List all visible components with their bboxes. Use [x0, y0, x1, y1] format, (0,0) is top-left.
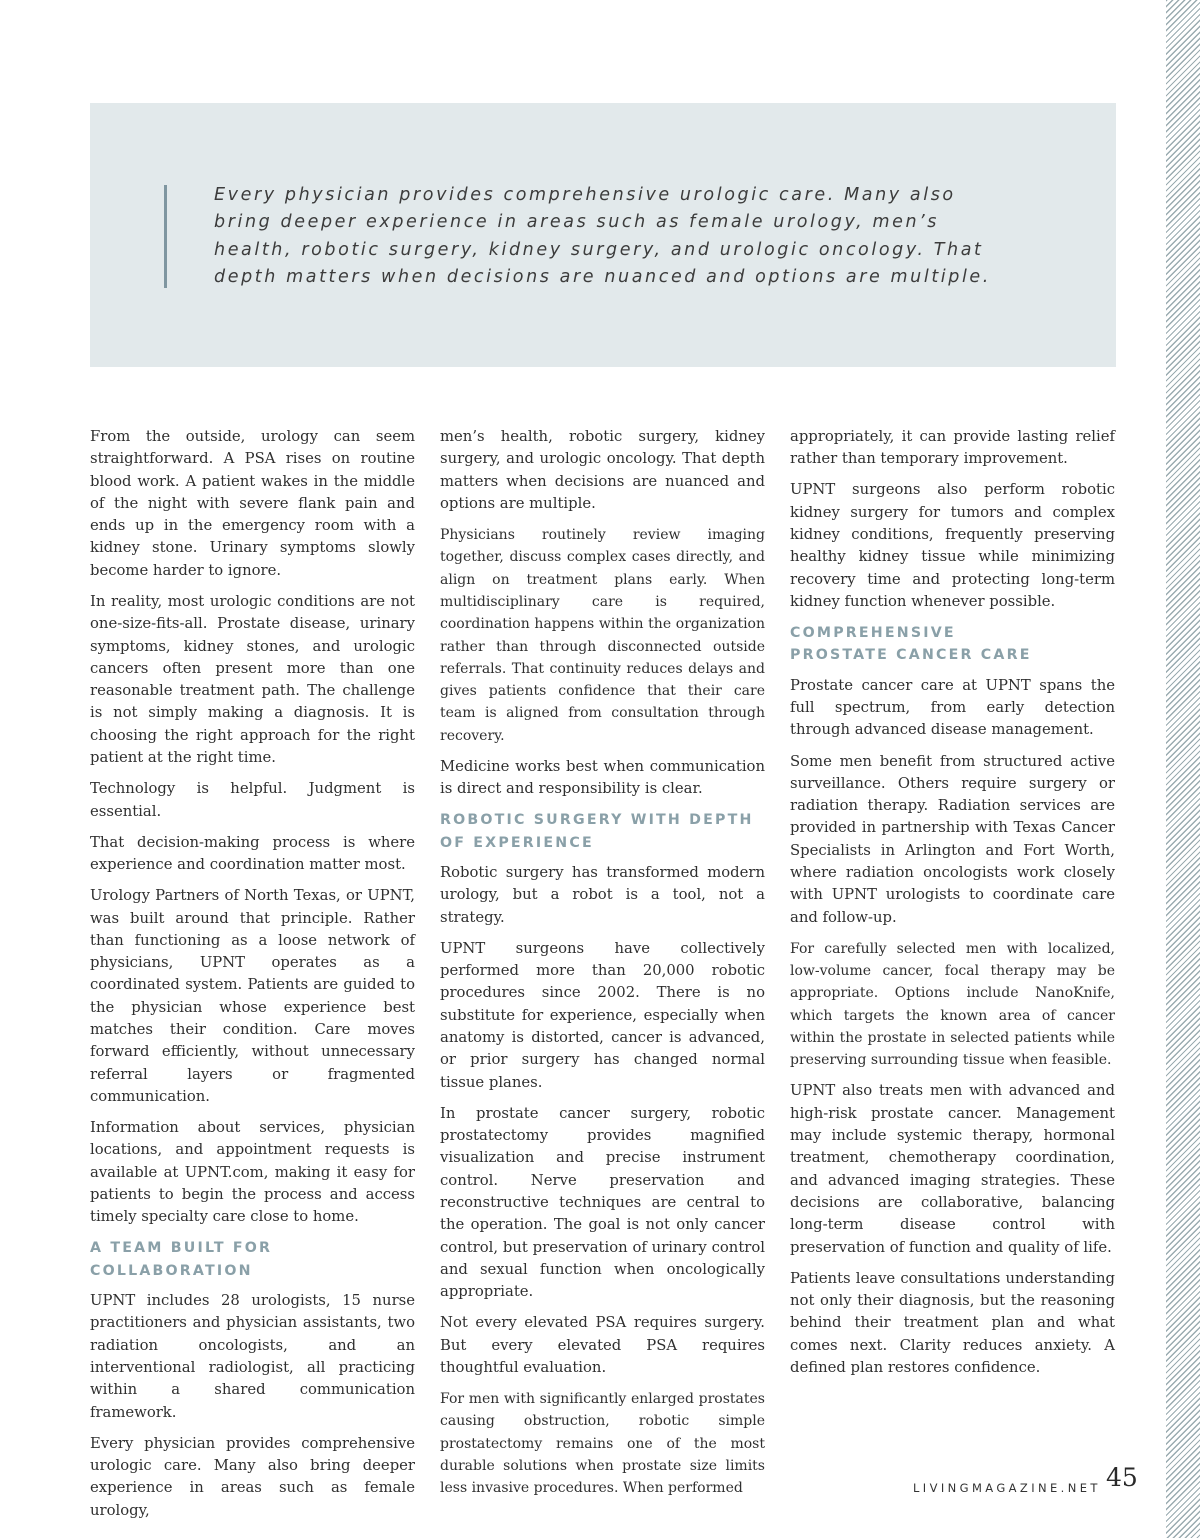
paragraph: UPNT includes 28 urologists, 15 nurse practitioners and physician assistants, two radiation oncologists, and an interventional radiologist, all practicing within a shared communication framework. — [90, 1292, 415, 1421]
paragraph: Technology is helpful. Judgment is essential. — [90, 780, 415, 820]
paragraph: For carefully selected men with localized, low-volume cancer, focal therapy may be appropriate. Options include NanoKnife, which targets the known area of cancer within the prostate in selected patients while preserving surrounding tissue when feasible. — [790, 940, 1115, 1069]
paragraph: Urology Partners of North Texas, or UPNT, was built around that principle. Rather than functioning as a loose network of physicians, UPNT operates as a coordinated system. Patients are guided to the physician whose experience best matches their condition. Care moves forward efficiently, without unnecessary referral layers or fragmented communication. — [90, 887, 415, 1105]
paragraph: appropriately, it can provide lasting relief rather than temporary improvement. — [790, 428, 1115, 468]
section-heading-line-2: PROSTATE CANCER CARE — [790, 647, 1032, 664]
section-heading-team: A TEAM BUILT FOR COLLABORATION — [90, 1240, 273, 1279]
section-heading-line-1: COMPREHENSIVE — [790, 625, 956, 642]
paragraph: For men with significantly enlarged prostates causing obstruction, robotic simple prostatectomy remains one of the most durable solutions when prostate size limits less invasive procedures. When performed — [440, 1391, 765, 1497]
article-column-1 — [90, 426, 415, 1531]
article-column-3 — [790, 426, 1115, 1388]
page-number: 45 — [1106, 1463, 1138, 1492]
section-heading-robotic: ROBOTIC SURGERY WITH DEPTH OF EXPERIENCE — [440, 812, 754, 851]
decorative-stripe-border — [1166, 0, 1200, 1538]
section-heading-prostate — [790, 622, 1115, 667]
paragraph: Not every elevated PSA requires surgery. But every elevated PSA requires thoughtful evaluation. — [440, 1314, 765, 1376]
paragraph: That decision-making process is where experience and coordination matter most. — [90, 833, 415, 874]
paragraph: Every physician provides comprehensive urologic care. Many also bring deeper experience in areas such as female urology, — [90, 1434, 415, 1519]
pull-quote-bar — [164, 185, 167, 288]
footer-website: LIVINGMAGAZINE.NET — [913, 1481, 1101, 1495]
paragraph: Physicians routinely review imaging together, discuss complex cases directly, and align on treatment plans early. When multidisciplinary care is required, coordination happens within the organization rather than through disconnected outside referrals. That continuity reduces delays and gives patients confidence that their care team is aligned from consultation through recovery. — [440, 527, 765, 744]
paragraph: Prostate cancer care at UPNT spans the full spectrum, from early detection through advanced disease management. — [790, 676, 1115, 739]
pull-quote: Every physician provides comprehensive urologic care. Many also bring deeper experience in areas such as female urology, men’s health, robotic surgery, kidney surgery, and urologic oncology. That depth matters when decisions are nuanced and options are multiple. — [214, 185, 991, 287]
paragraph: UPNT also treats men with advanced and high-risk prostate cancer. Management may include systemic therapy, hormonal treatment, chemotherapy coordination, and advanced imaging strategies. These decisions are collaborative, balancing long-term disease control with preservation of function and quality of life. — [790, 1082, 1115, 1256]
paragraph: Medicine works best when communication is direct and responsibility is clear. — [440, 757, 765, 798]
article-column-2 — [440, 426, 765, 1508]
paragraph: Robotic surgery has transformed modern urology, but a robot is a tool, not a strategy. — [440, 864, 765, 926]
paragraph: Patients leave consultations understanding not only their diagnosis, but the reasoning behind their treatment plan and what comes next. Clarity reduces anxiety. A defined plan restores confidence. — [790, 1269, 1115, 1376]
paragraph: UPNT surgeons have collectively performed more than 20,000 robotic procedures since 2002. There is no substitute for experience, especially when anatomy is distorted, cancer is advanced, or prior surgery has changed normal tissue planes. — [440, 939, 765, 1091]
paragraph: In prostate cancer surgery, robotic prostatectomy provides magnified visualization and precise instrument control. Nerve preservation and reconstructive techniques are central to the operation. The goal is not only cancer control, but preservation of urinary control and sexual function when oncologically appropriate. — [440, 1104, 765, 1301]
paragraph: Information about services, physician locations, and appointment requests is available at UPNT.com, making it easy for patients to begin the process and access timely specialty care close to home. — [90, 1119, 415, 1226]
paragraph: In reality, most urologic conditions are not one-size-fits-all. Prostate disease, urinary symptoms, kidney stones, and urologic cancers often present more than one reasonable treatment path. The challenge is not simply making a diagnosis. It is choosing the right approach for the right patient at the right time. — [90, 592, 415, 767]
paragraph: UPNT surgeons also perform robotic kidney surgery for tumors and complex kidney conditions, frequently preserving healthy kidney tissue while minimizing recovery time and protecting long-term kidney function whenever possible. — [790, 481, 1115, 610]
paragraph: Some men benefit from structured active surveillance. Others require surgery or radiation therapy. Radiation services are provided in partnership with Texas Cancer Specialists in Arlington and Fort Worth, where radiation oncologists work closely with UPNT urologists to coordinate care and follow-up. — [790, 752, 1115, 926]
paragraph: men’s health, robotic surgery, kidney surgery, and urologic oncology. That depth matters when decisions are nuanced and options are multiple. — [440, 428, 765, 512]
paragraph: From the outside, urology can seem straightforward. A PSA rises on routine blood work. A patient wakes in the middle of the night with severe flank pain and ends up in the emergency room with a kidney stone. Urinary symptoms slowly become harder to ignore. — [90, 428, 415, 579]
